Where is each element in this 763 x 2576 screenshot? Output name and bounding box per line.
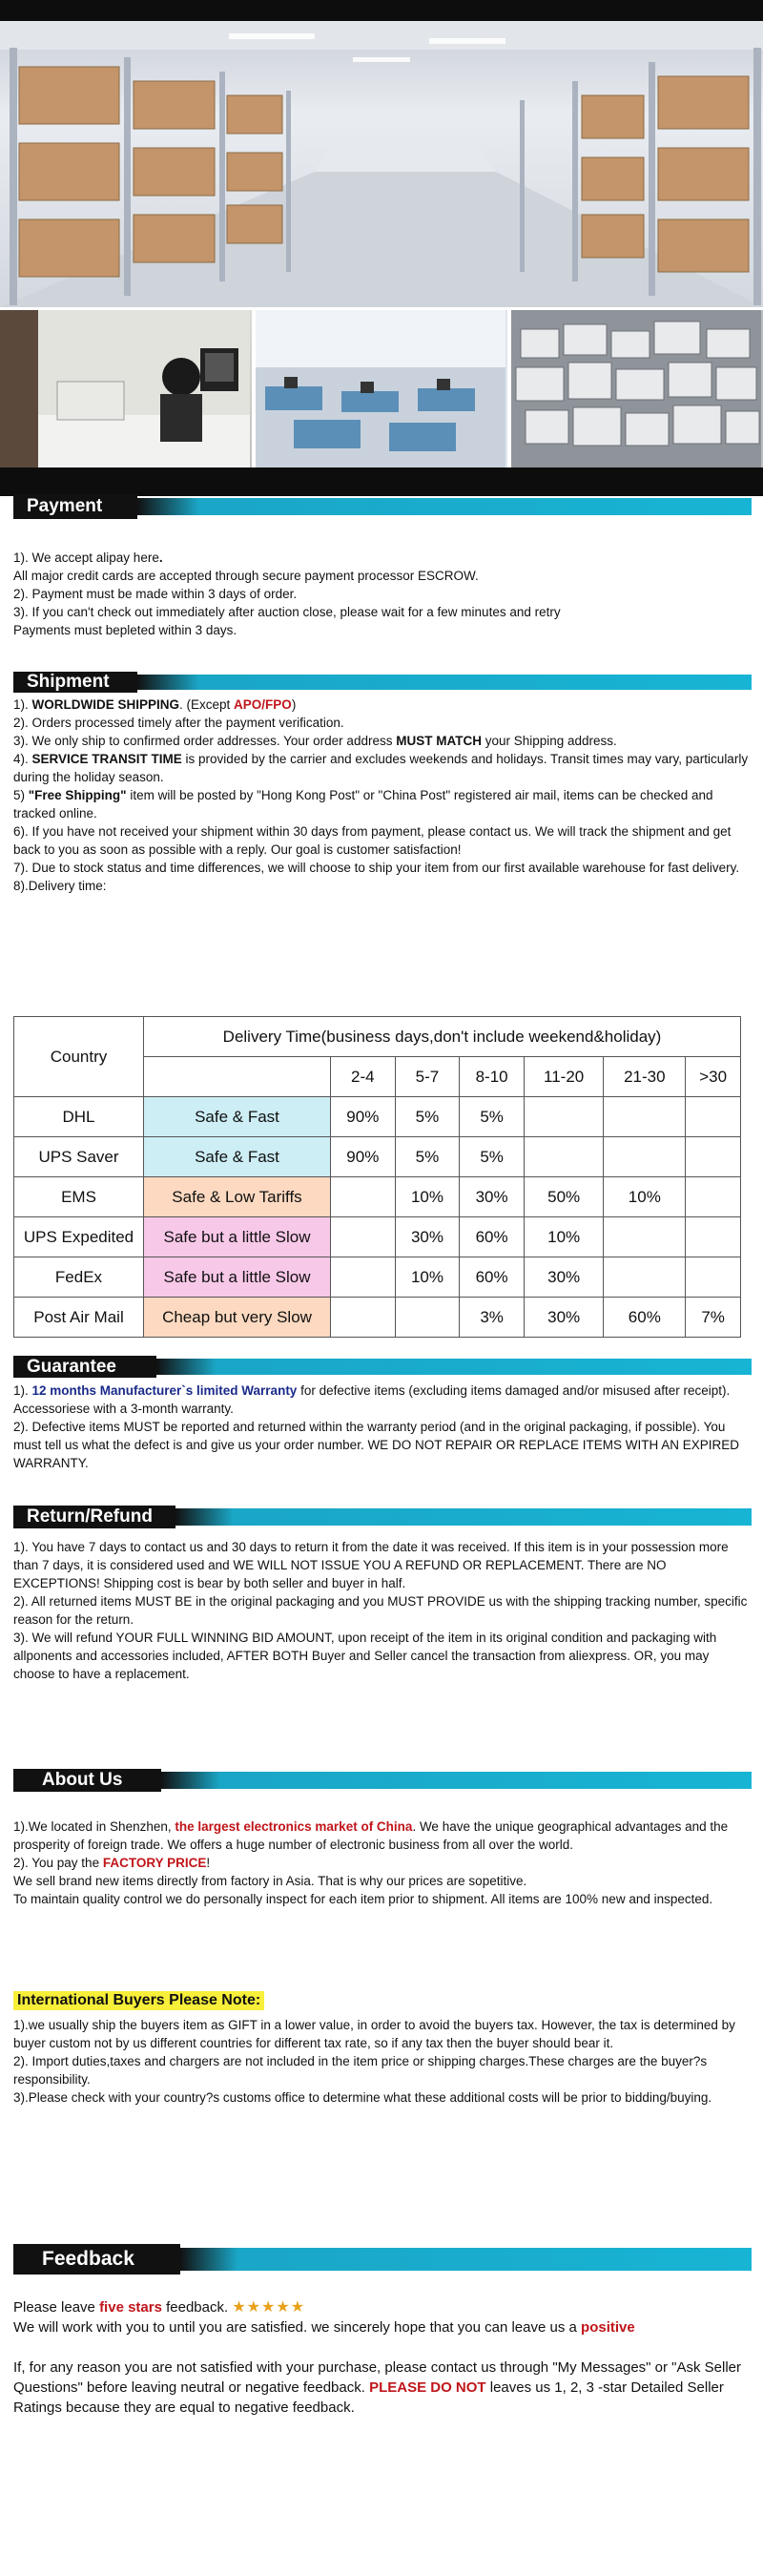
- percent-cell: [331, 1217, 396, 1257]
- intl-line-3: 3).Please check with your country?s customs office to determine what these additional costs will be prior to bidding/buying.: [13, 2090, 712, 2105]
- delivery-table-title: Delivery Time(business days,don't include weekend&holiday): [144, 1017, 741, 1057]
- shipment-line-1-prefix: 1).: [13, 697, 32, 712]
- shipment-must-match: MUST MATCH: [396, 734, 482, 748]
- percent-cell: 5%: [395, 1097, 460, 1137]
- percent-cell: [604, 1097, 686, 1137]
- about-line-1-a: 1).We located in Shenzhen,: [13, 1819, 175, 1834]
- about-header: [13, 1769, 752, 1792]
- payment-text: [13, 549, 752, 639]
- guarantee-title: Guarantee: [13, 1356, 156, 1378]
- office-photo: [256, 310, 507, 467]
- percent-cell: 90%: [331, 1097, 396, 1137]
- percent-cell: [331, 1298, 396, 1338]
- about-line-4: To maintain quality control we do personally inspect for each item prior to shipment. All items are 100% new and inspected.: [13, 1892, 713, 1906]
- shipment-free-shipping: "Free Shipping": [28, 788, 127, 802]
- percent-cell: [331, 1177, 396, 1217]
- intl-title: International Buyers Please Note:: [13, 1991, 264, 2010]
- percent-cell: 5%: [460, 1137, 525, 1177]
- shipment-line-8: 8).Delivery time:: [13, 879, 107, 893]
- shipment-line-3-c: your Shipping address.: [481, 734, 617, 748]
- feedback-text: [13, 2297, 752, 2418]
- header-accent: [137, 498, 752, 515]
- feedback-line-1-c: feedback.: [161, 2299, 233, 2316]
- delivery-table: [13, 1016, 741, 1338]
- table-row: [14, 1257, 741, 1298]
- percent-cell: 3%: [460, 1298, 525, 1338]
- shipment-apo-fpo: APO/FPO: [234, 697, 292, 712]
- packages-photo: [511, 310, 763, 467]
- returns-line-3: 3). We will refund YOUR FULL WINNING BID AMOUNT, upon receipt of the item in its original condition and packaging with allponents and accessories included, AFTER BOTH Buyer and Seller cancel the transaction from aliexpress. OR, you may choose to have a replacement.: [13, 1631, 717, 1681]
- guarantee-header: [13, 1356, 752, 1378]
- about-line-2-a: 2). You pay the: [13, 1856, 103, 1870]
- country-cell: EMS: [14, 1177, 144, 1217]
- office-worker-photo: [0, 310, 252, 467]
- about-line-3: We sell brand new items directly from factory in Asia. That is why our prices are sopetitive.: [13, 1874, 527, 1888]
- shipment-line-4-a: 4).: [13, 752, 32, 766]
- guarantee-text: [13, 1381, 752, 1472]
- intl-text: [13, 2016, 752, 2107]
- percent-cell: [686, 1217, 741, 1257]
- percent-cell: 60%: [604, 1298, 686, 1338]
- returns-title: Return/Refund: [13, 1506, 175, 1528]
- country-cell: UPS Saver: [14, 1137, 144, 1177]
- feedback-line-1-a: Please leave: [13, 2299, 100, 2316]
- percent-cell: 50%: [524, 1177, 603, 1217]
- percent-cell: [524, 1097, 603, 1137]
- warehouse-photo: [0, 0, 763, 307]
- service-note-cell: Safe but a little Slow: [144, 1217, 331, 1257]
- percent-cell: 30%: [395, 1217, 460, 1257]
- percent-cell: 7%: [686, 1298, 741, 1338]
- about-text: [13, 1818, 752, 1908]
- feedback-header: [13, 2244, 752, 2275]
- service-note-cell: Cheap but very Slow: [144, 1298, 331, 1338]
- percent-cell: [604, 1257, 686, 1298]
- percent-cell: [395, 1298, 460, 1338]
- percent-cell: [331, 1257, 396, 1298]
- table-row: [14, 1217, 741, 1257]
- service-note-cell: Safe & Low Tariffs: [144, 1177, 331, 1217]
- feedback-please-do-not: PLEASE DO NOT: [369, 2379, 486, 2396]
- shipment-line-3-a: 3). We only ship to confirmed order addresses. Your order address: [13, 734, 397, 748]
- payment-line-1: 1). We accept alipay here: [13, 551, 159, 565]
- feedback-line-2-a: We will work with you to until you are satisfied. we sincerely hope that you can leave us a: [13, 2319, 582, 2336]
- shipment-line-5-a: 5): [13, 788, 29, 802]
- intl-line-2: 2). Import duties,taxes and chargers are not included in the item price or shipping charges.These charges are the buyer?s responsibility.: [13, 2054, 708, 2087]
- column-header: >30: [686, 1057, 741, 1097]
- about-line-1-c: . We have the unique geographical advantages and the prosperity of foreign trade. We offers a huge number of electronic business from all over the world.: [13, 1819, 729, 1852]
- guarantee-warranty: 12 months Manufacturer`s limited Warranty: [31, 1383, 298, 1398]
- feedback-line-3-c: leaves us 1, 2, 3 -star Detailed Seller Ratings because they are equal to negative feedback.: [13, 2379, 724, 2416]
- percent-cell: 60%: [460, 1257, 525, 1298]
- shipment-transit-time: SERVICE TRANSIT TIME: [31, 752, 182, 766]
- column-header: 5-7: [395, 1057, 460, 1097]
- percent-cell: 5%: [395, 1137, 460, 1177]
- service-note-cell: Safe but a little Slow: [144, 1257, 331, 1298]
- percent-cell: 30%: [524, 1257, 603, 1298]
- about-largest-market: the largest electronics market of China: [175, 1819, 413, 1834]
- table-row: [14, 1097, 741, 1137]
- feedback-title: Feedback: [13, 2244, 180, 2275]
- column-header: 21-30: [604, 1057, 686, 1097]
- payment-line-1-dot: .: [158, 551, 163, 565]
- header-accent: [180, 2248, 752, 2271]
- shipment-line-4-c: is provided by the carrier and excludes weekends and holidays. Transit times may vary, particularly during the holiday season.: [13, 752, 749, 784]
- table-row: [14, 1137, 741, 1177]
- shipment-line-5-c: item will be posted by "Hong Kong Post" or "China Post" registered air mail, items can be checked and tracked online.: [13, 788, 713, 821]
- feedback-five-stars: five stars: [99, 2299, 162, 2316]
- warehouse-illustration: [0, 0, 763, 307]
- payment-header: [13, 494, 752, 519]
- intl-line-1: 1).we usually ship the buyers item as GIFT in a lower value, in order to avoid the buyers tax. However, the tax is determined by buyer custom not by us different countries for different tax rate, so if any tax then the buyer should bear it.: [13, 2018, 735, 2050]
- country-header: Country: [14, 1017, 144, 1097]
- country-cell: UPS Expedited: [14, 1217, 144, 1257]
- guarantee-line-1-c: for defective items (excluding items damaged and/or misused after receipt). Accessoriese with a 3-month warranty.: [13, 1383, 731, 1416]
- payment-line-2: All major credit cards are accepted through secure payment processor ESCROW.: [13, 569, 479, 583]
- shipment-text: [13, 696, 752, 895]
- returns-text: [13, 1538, 752, 1683]
- service-note-cell: Safe & Fast: [144, 1097, 331, 1137]
- guarantee-line-1-a: 1).: [13, 1383, 32, 1398]
- percent-cell: 10%: [524, 1217, 603, 1257]
- country-cell: DHL: [14, 1097, 144, 1137]
- star-rating-icon: ★★★★★: [232, 2299, 306, 2316]
- shipment-header: [13, 672, 752, 693]
- percent-cell: 5%: [460, 1097, 525, 1137]
- feedback-positive: positive: [581, 2319, 635, 2336]
- shipment-worldwide: WORLDWIDE SHIPPING: [31, 697, 180, 712]
- returns-line-1: 1). You have 7 days to contact us and 30 days to return it from the date it was received. If this item is in your possession more than 7 days, it is considered used and WE WILL NOT ISSUE YOU A REFUND OR REPLACEMENT. There are NO EXCEPTIONS! Shipping cost is bear by both seller and buyer in half.: [13, 1540, 729, 1590]
- percent-cell: 90%: [331, 1137, 396, 1177]
- shipment-line-1-mid: . (Except: [179, 697, 235, 712]
- percent-cell: [604, 1137, 686, 1177]
- percent-cell: [604, 1217, 686, 1257]
- feedback-line-3-a: If, for any reason you are not satisfied with your purchase, please contact us through "My Messages" or "Ask Seller Questions" before leaving neutral or negative feedback.: [13, 2359, 742, 2396]
- percent-cell: [524, 1137, 603, 1177]
- header-accent: [161, 1772, 752, 1789]
- shipment-line-1-end: ): [291, 697, 297, 712]
- divider-bar: [0, 467, 763, 496]
- percent-cell: 10%: [395, 1177, 460, 1217]
- note-column-header: [144, 1057, 331, 1097]
- percent-cell: [686, 1257, 741, 1298]
- column-header: 2-4: [331, 1057, 396, 1097]
- percent-cell: 10%: [395, 1257, 460, 1298]
- header-accent: [137, 675, 752, 690]
- percent-cell: 60%: [460, 1217, 525, 1257]
- table-row: [14, 1298, 741, 1338]
- country-cell: FedEx: [14, 1257, 144, 1298]
- payment-line-5: Payments must bepleted within 3 days.: [13, 623, 237, 637]
- payment-title: Payment: [13, 494, 137, 519]
- percent-cell: 30%: [460, 1177, 525, 1217]
- service-note-cell: Safe & Fast: [144, 1137, 331, 1177]
- percent-cell: 30%: [524, 1298, 603, 1338]
- percent-cell: [686, 1177, 741, 1217]
- percent-cell: [686, 1137, 741, 1177]
- guarantee-line-2: 2). Defective items MUST be reported and returned within the warranty period (and in the original packaging, if possible). You must tell us what the defect is and give us your order number. WE DO NOT REPAIR OR REPLACE ITEMS WITH AN EXPIRED WARRANTY.: [13, 1420, 739, 1470]
- spacer: [13, 2337, 752, 2358]
- table-row: [14, 1177, 741, 1217]
- payment-line-4: 3). If you can't check out immediately after auction close, please wait for a few minutes and retry: [13, 605, 561, 619]
- shipment-line-7: 7). Due to stock status and time differences, we will choose to ship your item from our first available warehouse for fast delivery.: [13, 861, 740, 875]
- photo-row: [0, 310, 763, 467]
- returns-line-2: 2). All returned items MUST BE in the original packaging and you MUST PROVIDE us with the shipping tracking number, specific reason for the return.: [13, 1594, 748, 1627]
- column-header: 8-10: [460, 1057, 525, 1097]
- shipment-line-2: 2). Orders processed timely after the payment verification.: [13, 716, 344, 730]
- header-accent: [175, 1508, 752, 1526]
- country-cell: Post Air Mail: [14, 1298, 144, 1338]
- shipment-title: Shipment: [13, 672, 137, 693]
- about-line-2-c: !: [206, 1856, 211, 1870]
- shipment-line-6: 6). If you have not received your shipment within 30 days from payment, please contact us. We will track the shipment and get back to you as soon as possible with a reply. Our goal is customer satisfaction!: [13, 824, 732, 857]
- about-factory-price: FACTORY PRICE: [102, 1856, 207, 1870]
- payment-line-3: 2). Payment must be made within 3 days of order.: [13, 587, 298, 601]
- column-header: 11-20: [524, 1057, 603, 1097]
- percent-cell: 10%: [604, 1177, 686, 1217]
- header-accent: [156, 1359, 752, 1375]
- returns-header: [13, 1506, 752, 1528]
- about-title: About Us: [13, 1769, 161, 1792]
- percent-cell: [686, 1097, 741, 1137]
